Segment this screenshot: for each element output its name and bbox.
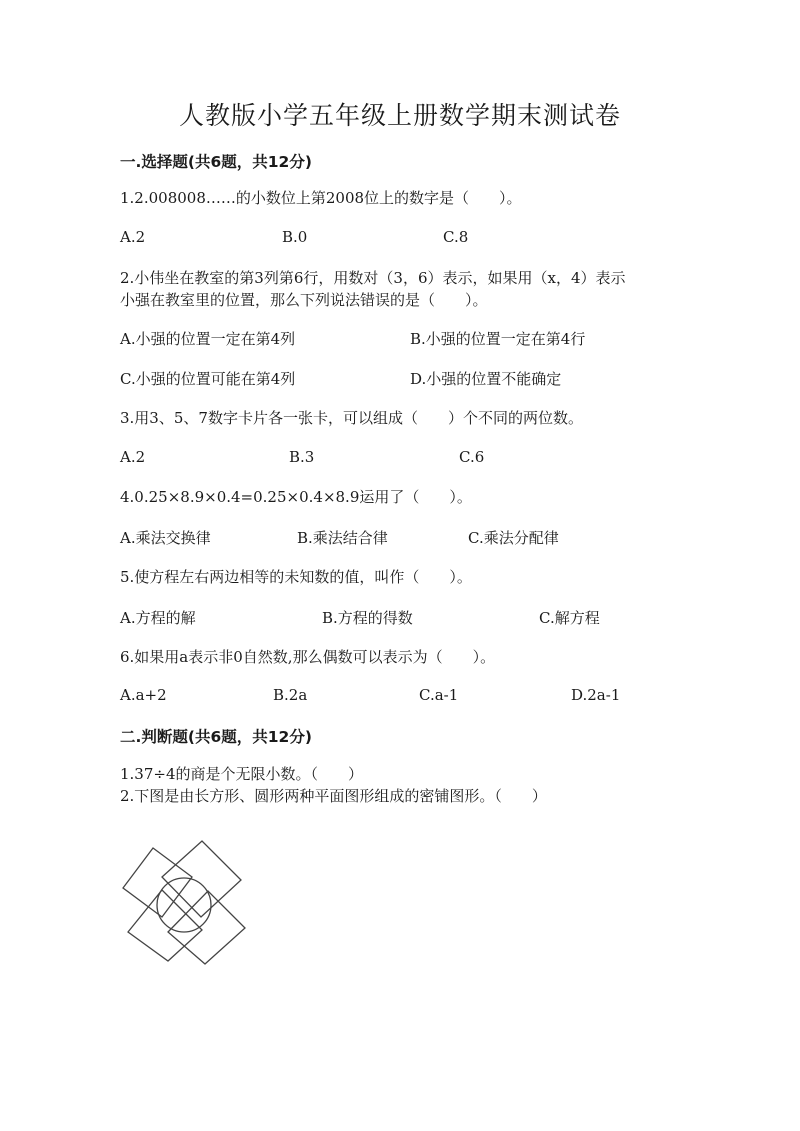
question-6-option-a: A.a+2 — [120, 686, 167, 704]
question-4-option-c: C.乘法分配律 — [468, 529, 559, 547]
question-4-option-b: B.乘法结合律 — [297, 529, 388, 547]
section-heading-choice: 一.选择题(共6题，共12分) — [120, 153, 312, 171]
question-5-text: 5.使方程左右两边相等的未知数的值，叫作（ ）。 — [120, 568, 472, 586]
rectangle-top-right — [162, 841, 241, 917]
question-3-option-c: C.6 — [459, 448, 485, 466]
rectangle-bottom-right — [168, 891, 245, 964]
question-6-text: 6.如果用a表示非0自然数,那么偶数可以表示为（ ）。 — [120, 648, 496, 666]
judgement-1-text: 1.37÷4的商是个无限小数。（ ） — [120, 765, 364, 783]
question-3-option-b: B.3 — [289, 448, 315, 466]
tessellation-figure — [118, 836, 253, 971]
section-heading-judgement: 二.判断题(共6题，共12分) — [120, 728, 312, 746]
question-2-option-a: A.小强的位置一定在第4列 — [120, 330, 296, 348]
question-2-option-d: D.小强的位置不能确定 — [410, 370, 562, 388]
question-1-text: 1.2.008008……的小数位上第2008位上的数字是（ ）。 — [120, 189, 522, 207]
question-2-text-line2: 小强在教室里的位置，那么下列说法错误的是（ ）。 — [120, 291, 488, 309]
question-6-option-d: D.2a-1 — [571, 686, 621, 704]
question-4-text: 4.0.25×8.9×0.4=0.25×0.4×8.9运用了（ ）。 — [120, 488, 472, 506]
question-6-option-b: B.2a — [273, 686, 308, 704]
question-3-option-a: A.2 — [120, 448, 146, 466]
circle-center — [157, 878, 211, 932]
question-1-option-a: A.2 — [120, 228, 146, 246]
question-5-option-a: A.方程的解 — [120, 609, 196, 627]
question-4-option-a: A.乘法交换律 — [120, 529, 211, 547]
question-1-option-b: B.0 — [282, 228, 308, 246]
question-5-option-c: C.解方程 — [539, 609, 600, 627]
question-2-option-b: B.小强的位置一定在第4行 — [410, 330, 586, 348]
question-5-option-b: B.方程的得数 — [322, 609, 413, 627]
exam-title: 人教版小学五年级上册数学期末测试卷 — [178, 101, 621, 130]
judgement-2-text: 2.下图是由长方形、圆形两种平面图形组成的密铺图形。（ ） — [120, 787, 547, 805]
question-2-text-line1: 2.小伟坐在教室的第3列第6行，用数对（3，6）表示，如果用（x，4）表示 — [120, 269, 626, 287]
question-1-option-c: C.8 — [443, 228, 469, 246]
question-3-text: 3.用3、5、7数字卡片各一张卡，可以组成（ ）个不同的两位数。 — [120, 409, 583, 427]
question-6-option-c: C.a-1 — [419, 686, 459, 704]
question-2-option-c: C.小强的位置可能在第4列 — [120, 370, 296, 388]
